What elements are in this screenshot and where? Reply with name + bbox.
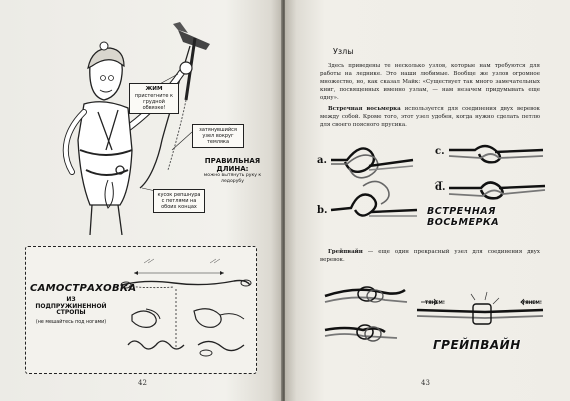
knot-b (331, 181, 417, 216)
grapevine-tightened (417, 292, 543, 324)
loop-piece-text: кусок репшнура с петлями на обоих концах (157, 192, 201, 210)
self-belay-note: (не мешайтесь под ногами) (35, 319, 107, 325)
figure-eight-name: Встречная восьмерка (328, 106, 401, 112)
correct-length-subtitle: можно вытянуть руку к ледорубу (203, 173, 262, 184)
tightened-knot-text: затянувшийся узел вокруг темляка (199, 127, 237, 145)
tightened-knot-callout (192, 124, 244, 148)
grapevine-paragraph (320, 248, 540, 264)
correct-length-title: ПРАВИЛЬНАЯ ДЛИНА: (204, 157, 261, 173)
pull-label-left: ТЯНЕМ! (425, 301, 445, 306)
knot-letter-b: b. (317, 205, 328, 216)
knot-d (435, 181, 545, 198)
sling-diagram (114, 249, 256, 371)
pull-label-right: ТЯНЕМ! (522, 301, 542, 306)
intro-paragraph: Здесь приведены те несколько узлов, которые нам требуются для работы на леднике. Это наши любимые. Вообще же узлов огромное множество, но, как сказал Майк: «Существует так много замечательных книг, посвященных именно узлам, — нам незачем придумывать еще одну». (320, 63, 540, 102)
loop-piece-callout (153, 189, 205, 213)
knot-letter-c: c. (435, 146, 445, 157)
self-belay-line3: СТРОПЫ (56, 309, 86, 316)
clamp-callout-title: ЖИМ (145, 86, 163, 92)
page-number-left: 42 (138, 379, 147, 387)
knot-c (449, 146, 543, 162)
self-belay-line2: ИЗ ПОДПРУЖИНЕННОЙ (35, 296, 107, 310)
figure-eight-stamp: ВСТРЕЧНАЯ ВОСЬМЕРКА (427, 206, 500, 228)
self-belay-title: САМОСТРАХОВКА (30, 283, 137, 294)
grapevine-wrapped (325, 325, 397, 341)
knot-a (331, 148, 413, 177)
knot-illustrations (285, 0, 570, 401)
self-belay-title-block (30, 283, 137, 325)
page-number-right: 43 (421, 379, 430, 387)
right-page (285, 0, 570, 401)
clamp-callout-text: пристегните к грудной обвязке! (134, 92, 174, 111)
self-belay-panel (25, 246, 257, 374)
knot-letter-a: a. (317, 155, 327, 166)
grapevine-name: Грейпвайн (328, 249, 363, 255)
knot-letter-d: d. (435, 182, 446, 193)
grapevine-loose (325, 287, 407, 302)
grapevine-text: — еще один прекрасный узел для соединения двух веревок. (320, 249, 540, 264)
grapevine-stamp: ГРЕЙПВАЙН (433, 338, 521, 352)
figure-eight-text: используется для соединения двух веревок между собой. Кроме того, этот узел удобен, когда нужно сделать петлю для своего поясного прусика. (320, 106, 540, 129)
left-page (0, 0, 282, 401)
section-title: Узлы (333, 47, 354, 56)
climber-illustration (0, 0, 282, 235)
clamp-callout (129, 83, 179, 114)
correct-length-label (195, 158, 270, 184)
